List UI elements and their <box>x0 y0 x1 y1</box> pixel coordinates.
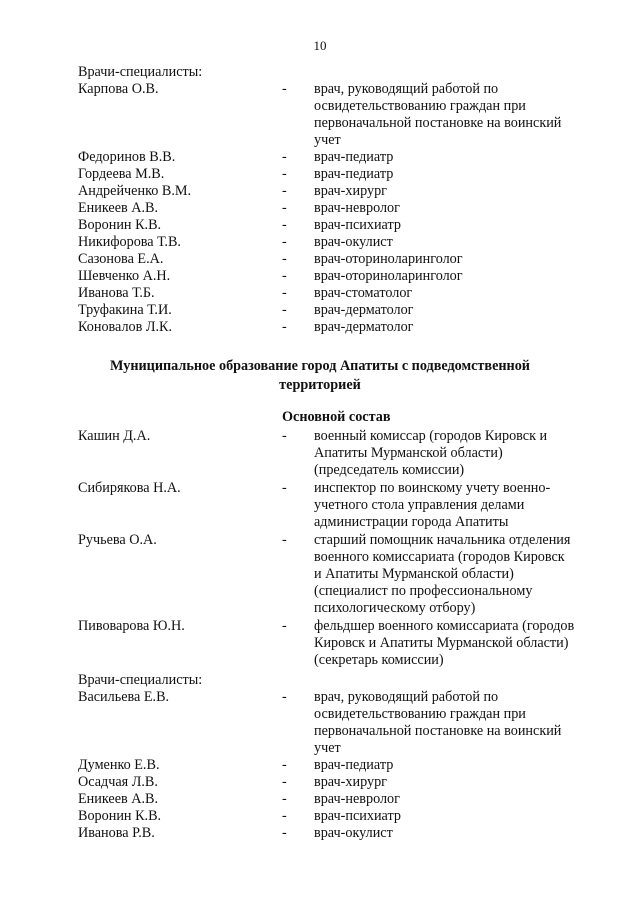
person-name: Гордеева М.В. <box>78 166 165 182</box>
role-line: врач-невролог <box>314 200 400 216</box>
role-line: врач-хирург <box>314 183 387 199</box>
role-line: инспектор по воинскому учету военно- <box>314 480 551 496</box>
person-name: Ручьева О.А. <box>78 532 157 548</box>
dash-separator: - <box>282 302 287 318</box>
dash-separator: - <box>282 774 287 790</box>
role-line: врач-оториноларинголог <box>314 268 463 284</box>
role-line: Апатиты Мурманской области) <box>314 445 503 461</box>
person-role <box>314 183 387 200</box>
person-role <box>314 200 400 217</box>
main-composition-heading: Основной состав <box>282 409 391 425</box>
role-line: врач-психиатр <box>314 808 401 824</box>
person-name: Васильева Е.В. <box>78 689 170 705</box>
person-name: Еникеев А.В. <box>78 791 159 807</box>
person-name: Федоринов В.В. <box>78 149 176 165</box>
doctors-heading-1: Врачи-специалисты: <box>78 64 203 80</box>
role-line: освидетельствованию граждан при <box>314 98 526 114</box>
role-line: старший помощник начальника отделения <box>314 532 571 548</box>
role-line: врач-дерматолог <box>314 319 414 335</box>
dash-separator: - <box>282 319 287 335</box>
dash-separator: - <box>282 183 287 199</box>
dash-separator: - <box>282 149 287 165</box>
person-role <box>314 81 561 149</box>
person-role <box>314 618 574 669</box>
page-number: 10 <box>313 38 327 53</box>
dash-separator: - <box>282 689 287 705</box>
role-line: военный комиссар (городов Кировск и <box>314 428 548 444</box>
dash-separator: - <box>282 428 287 444</box>
person-role <box>314 302 414 319</box>
role-line: врач-невролог <box>314 791 400 807</box>
role-line: освидетельствованию граждан при <box>314 706 526 722</box>
person-role <box>314 480 550 531</box>
person-role <box>314 791 400 808</box>
role-line: врач-педиатр <box>314 757 394 773</box>
role-line: военного комиссариата (городов Кировск <box>314 549 565 565</box>
role-line: администрации города Апатиты <box>314 514 509 530</box>
role-line: Кировск и Апатиты Мурманской области) <box>314 635 569 651</box>
person-role <box>314 149 393 166</box>
role-line: первоначальной постановке на воинский <box>314 723 562 739</box>
dash-separator: - <box>282 81 287 97</box>
section-title-line: территорией <box>279 377 361 393</box>
dash-separator: - <box>282 166 287 182</box>
dash-separator: - <box>282 808 287 824</box>
person-name: Сибирякова Н.А. <box>78 480 181 496</box>
role-line: врач-окулист <box>314 234 393 250</box>
person-name: Иванова Р.В. <box>78 825 155 841</box>
dash-separator: - <box>282 618 287 634</box>
role-line: врач, руководящий работой по <box>314 689 499 705</box>
person-name: Осадчая Л.В. <box>78 774 158 790</box>
dash-separator: - <box>282 825 287 841</box>
doctors-heading-2: Врачи-специалисты: <box>78 672 203 688</box>
role-line: врач, руководящий работой по <box>314 81 499 97</box>
person-name: Воронин К.В. <box>78 217 162 233</box>
dash-separator: - <box>282 234 287 250</box>
person-role <box>314 217 401 234</box>
person-role <box>314 825 393 842</box>
person-role <box>314 166 393 183</box>
person-role <box>314 757 393 774</box>
role-line: врач-дерматолог <box>314 302 414 318</box>
role-line: врач-педиатр <box>314 149 394 165</box>
role-line: врач-стоматолог <box>314 285 413 301</box>
dash-separator: - <box>282 268 287 284</box>
person-name: Думенко Е.В. <box>78 757 160 773</box>
dash-separator: - <box>282 532 287 548</box>
dash-separator: - <box>282 480 287 496</box>
person-name: Коновалов Л.К. <box>78 319 173 335</box>
person-name: Иванова Т.Б. <box>78 285 155 301</box>
person-name: Карпова О.В. <box>78 81 159 97</box>
person-role <box>314 808 401 825</box>
role-line: врач-окулист <box>314 825 393 841</box>
section-title-line: Муниципальное образование город Апатиты с подведомственной <box>110 358 530 374</box>
person-name: Воронин К.В. <box>78 808 162 824</box>
person-name: Труфакина Т.И. <box>78 302 172 318</box>
person-role <box>314 689 561 757</box>
person-name: Пивоварова Ю.Н. <box>78 618 185 634</box>
role-line: фельдшер военного комиссариата (городов <box>314 618 575 634</box>
role-line: (секретарь комиссии) <box>314 652 444 668</box>
section-title <box>0 357 640 395</box>
person-role <box>314 319 414 336</box>
role-line: учет <box>314 740 341 756</box>
role-line: врач-педиатр <box>314 166 394 182</box>
person-role <box>314 285 412 302</box>
dash-separator: - <box>282 757 287 773</box>
role-line: учет <box>314 132 341 148</box>
person-name: Сазонова Е.А. <box>78 251 164 267</box>
person-role <box>314 428 547 479</box>
role-line: врач-оториноларинголог <box>314 251 463 267</box>
role-line: и Апатиты Мурманской области) <box>314 566 514 582</box>
dash-separator: - <box>282 251 287 267</box>
person-name: Кашин Д.А. <box>78 428 151 444</box>
dash-separator: - <box>282 285 287 301</box>
role-line: (председатель комиссии) <box>314 462 465 478</box>
person-name: Никифорова Т.В. <box>78 234 181 250</box>
person-name: Еникеев А.В. <box>78 200 159 216</box>
role-line: психологическому отбору) <box>314 600 476 616</box>
person-name: Андрейченко В.М. <box>78 183 192 199</box>
role-line: врач-психиатр <box>314 217 401 233</box>
person-role <box>314 268 463 285</box>
person-role <box>314 532 570 617</box>
role-line: врач-хирург <box>314 774 387 790</box>
person-name: Шевченко А.Н. <box>78 268 171 284</box>
role-line: первоначальной постановке на воинский <box>314 115 562 131</box>
person-role <box>314 251 463 268</box>
person-role <box>314 234 393 251</box>
dash-separator: - <box>282 791 287 807</box>
dash-separator: - <box>282 217 287 233</box>
dash-separator: - <box>282 200 287 216</box>
role-line: учетного стола управления делами <box>314 497 525 513</box>
role-line: (специалист по профессиональному <box>314 583 533 599</box>
person-role <box>314 774 387 791</box>
